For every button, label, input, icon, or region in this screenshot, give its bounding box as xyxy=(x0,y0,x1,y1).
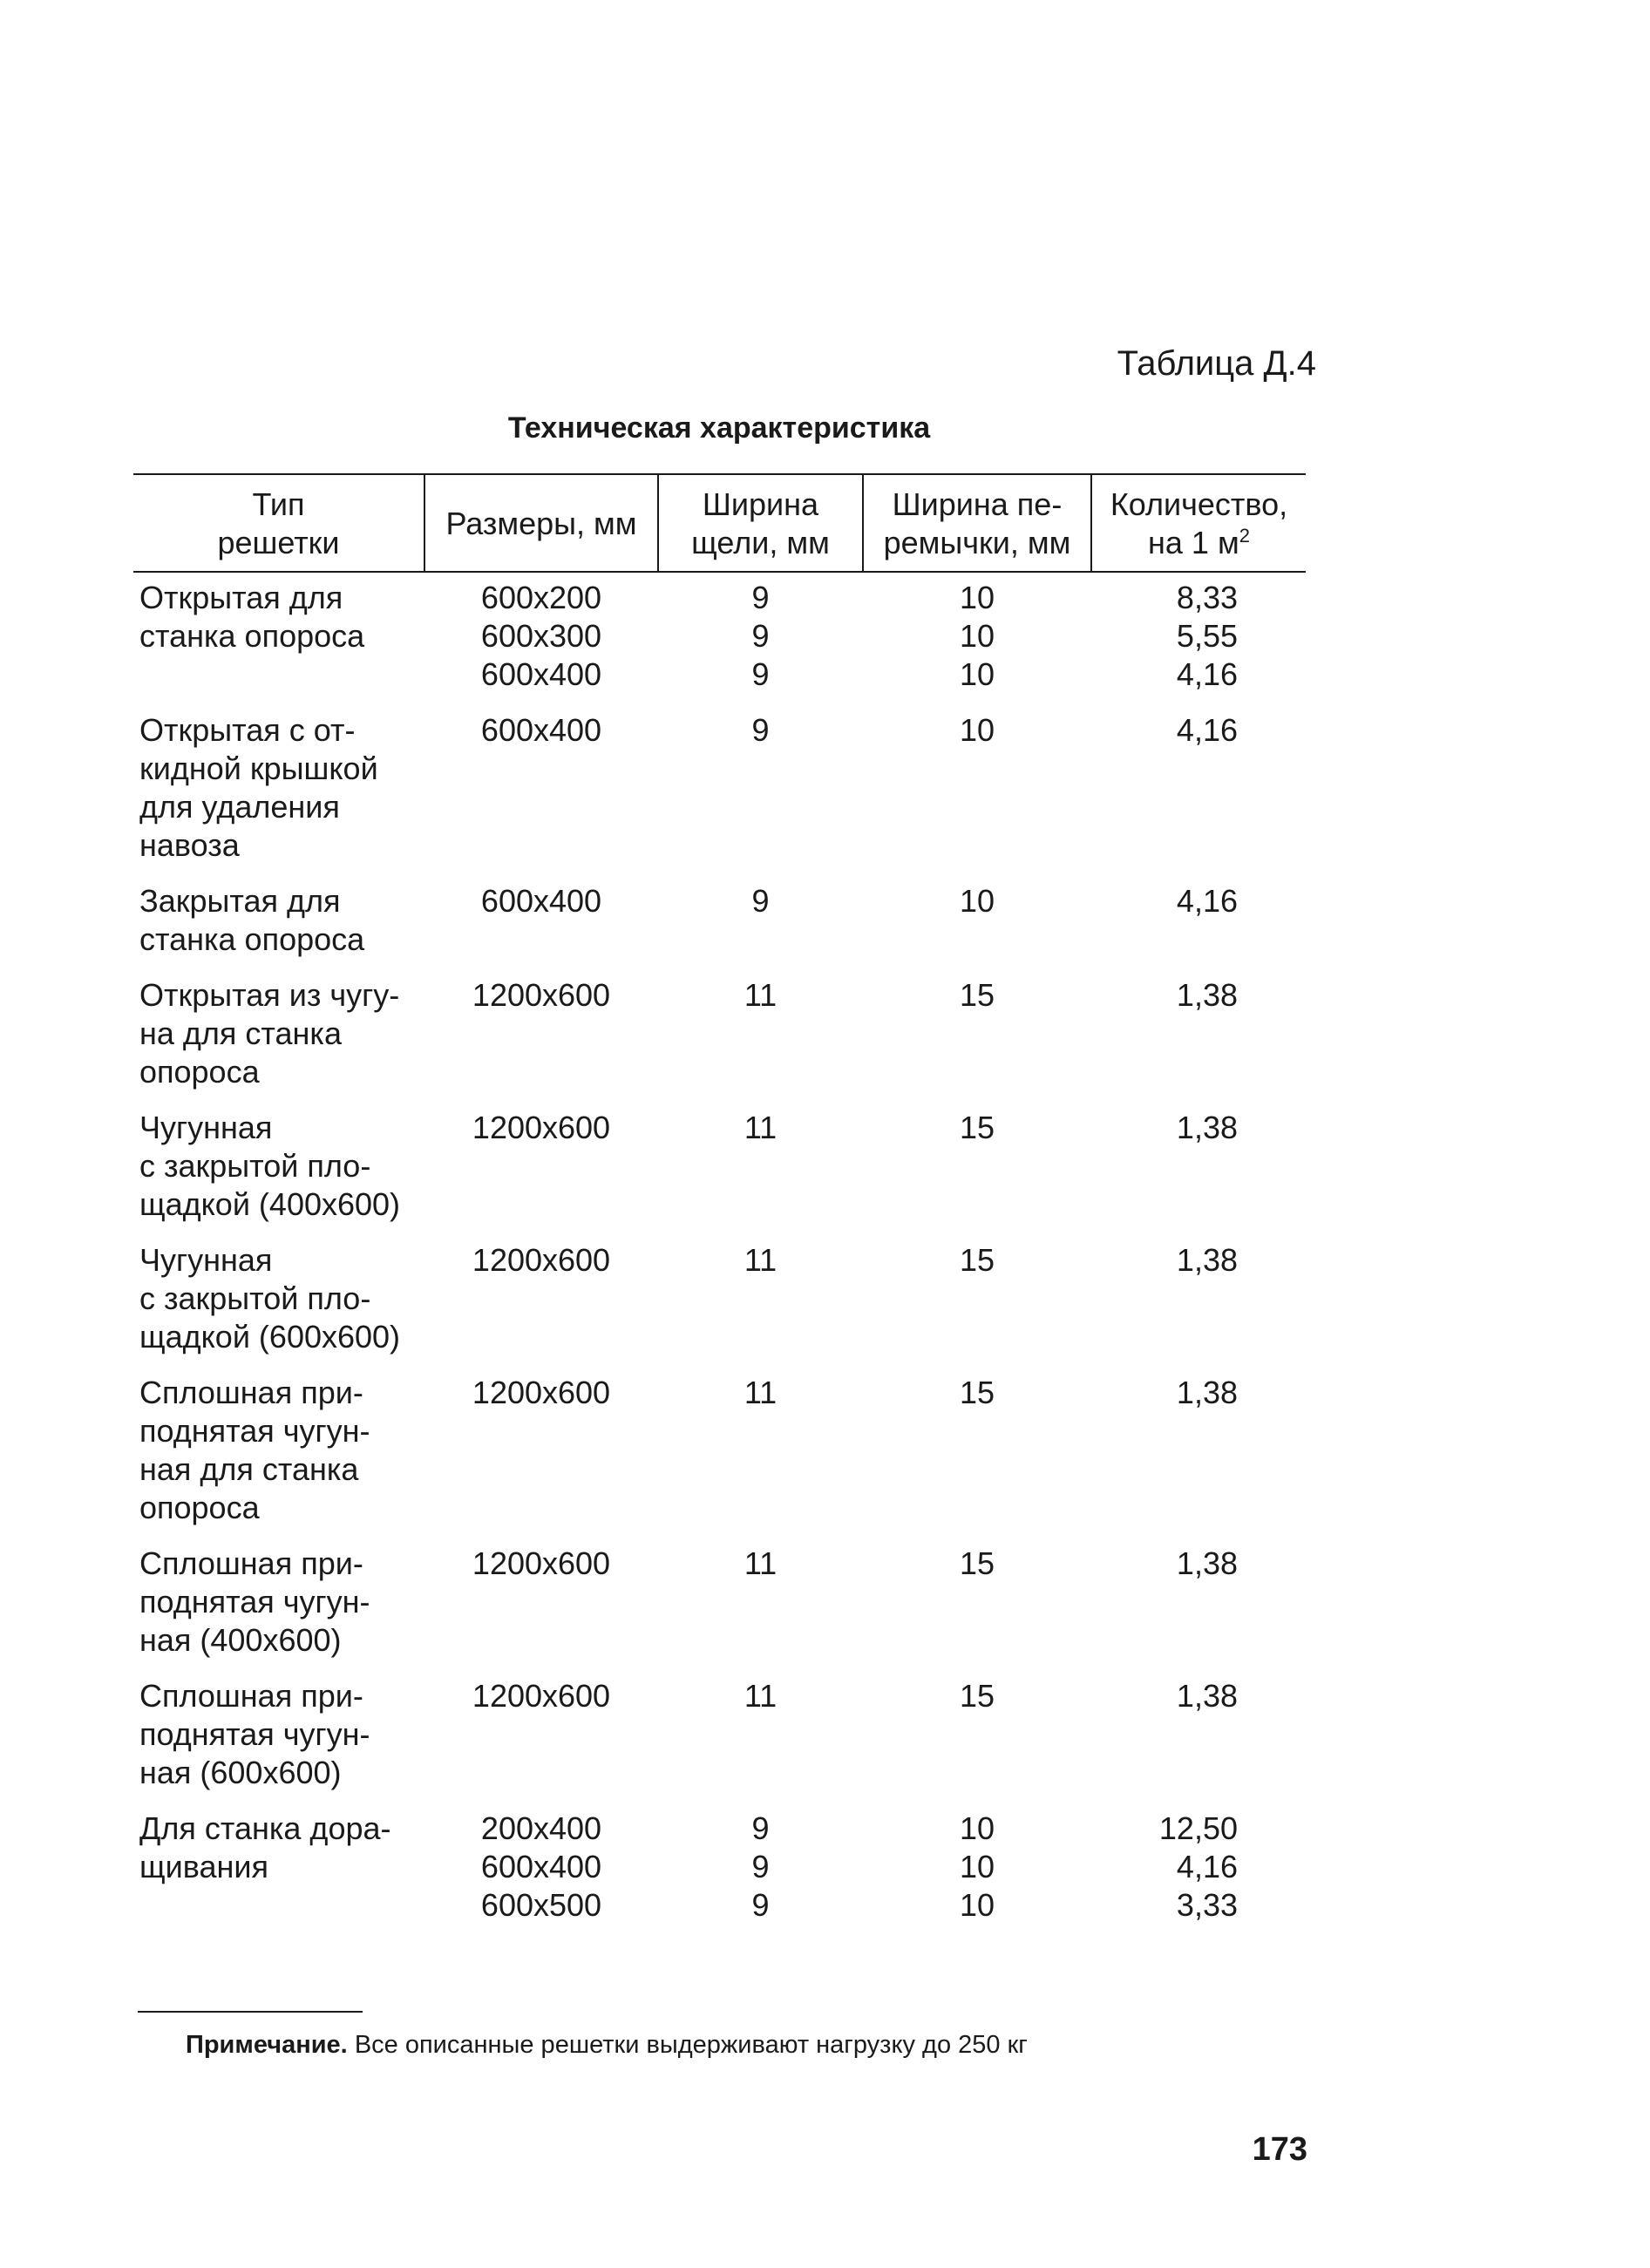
table-header-row xyxy=(133,474,1306,572)
table-row xyxy=(133,1241,1306,1374)
cell-size: 1200x600 xyxy=(472,1110,611,1145)
header-quantity-label: Количество, на 1 м xyxy=(1110,486,1288,560)
cell-bridge-width: 15 xyxy=(959,1545,995,1581)
table-row xyxy=(133,1374,1306,1545)
cell-type: Чугунная с закрытой пло- щадкой (400x600) xyxy=(139,1110,401,1222)
table-row xyxy=(133,1810,1306,1942)
table-body xyxy=(133,572,1306,1942)
table-label: Таблица Д.4 xyxy=(1117,344,1316,383)
cell-quantity: 1,38 xyxy=(1176,977,1238,1013)
page-number: 173 xyxy=(1252,2131,1307,2168)
table-row xyxy=(133,711,1306,882)
cell-bridge-width: 15 xyxy=(959,1678,995,1714)
table-row xyxy=(133,572,1306,711)
cell-size: 1200x600 xyxy=(472,1375,611,1410)
cell-quantity: 1,38 xyxy=(1176,1110,1238,1145)
cell-quantity: 8,33 5,55 4,16 xyxy=(1176,580,1238,692)
cell-bridge-width: 15 xyxy=(959,977,995,1013)
cell-slot-width: 9 9 9 xyxy=(751,580,770,692)
cell-slot-width: 9 xyxy=(751,883,770,919)
cell-bridge-width: 10 xyxy=(959,712,995,748)
cell-type: Чугунная с закрытой пло- щадкой (600x600) xyxy=(139,1242,401,1355)
cell-size: 600x200 600x300 600x400 xyxy=(480,580,602,692)
cell-size: 600x400 xyxy=(480,883,602,919)
header-quantity-superscript: 2 xyxy=(1239,525,1250,547)
table-row xyxy=(133,1545,1306,1677)
cell-slot-width: 11 xyxy=(744,1242,777,1278)
cell-type: Открытая для станка опороса xyxy=(139,580,365,654)
table-row xyxy=(133,882,1306,976)
cell-quantity: 4,16 xyxy=(1176,712,1238,748)
cell-size: 1200x600 xyxy=(472,1242,611,1278)
cell-type: Сплошная при- поднятая чугун- ная (400x600) xyxy=(139,1545,370,1658)
cell-bridge-width: 10 10 10 xyxy=(959,580,995,692)
cell-type: Открытая с от- кидной крышкой для удаления навоза xyxy=(139,712,378,863)
grating-specs-table xyxy=(133,473,1306,1942)
header-type: Тип решетки xyxy=(133,474,424,572)
cell-bridge-width: 10 10 10 xyxy=(959,1810,995,1923)
cell-quantity: 4,16 xyxy=(1176,883,1238,919)
cell-size: 1200x600 xyxy=(472,1678,611,1714)
cell-size: 600x400 xyxy=(480,712,602,748)
header-quantity xyxy=(1091,474,1306,572)
cell-slot-width: 9 9 9 xyxy=(751,1810,770,1923)
cell-size: 1200x600 xyxy=(472,977,611,1013)
cell-bridge-width: 15 xyxy=(959,1110,995,1145)
header-size: Размеры, мм xyxy=(424,474,658,572)
cell-slot-width: 9 xyxy=(751,712,770,748)
cell-quantity: 1,38 xyxy=(1176,1678,1238,1714)
cell-type: Сплошная при- поднятая чугун- ная (600x600) xyxy=(139,1678,370,1790)
cell-size: 200x400 600x400 600x500 xyxy=(480,1810,602,1923)
cell-slot-width: 11 xyxy=(744,1678,777,1714)
cell-quantity: 12,50 4,16 3,33 xyxy=(1158,1810,1238,1923)
header-slot-width: Ширина щели, мм xyxy=(658,474,863,572)
cell-quantity: 1,38 xyxy=(1176,1375,1238,1410)
cell-slot-width: 11 xyxy=(744,1110,777,1145)
table-caption: Техническая характеристика xyxy=(507,411,931,445)
cell-quantity: 1,38 xyxy=(1176,1242,1238,1278)
cell-slot-width: 11 xyxy=(744,1375,777,1410)
cell-bridge-width: 15 xyxy=(959,1242,995,1278)
cell-quantity: 1,38 xyxy=(1176,1545,1238,1581)
cell-bridge-width: 15 xyxy=(959,1375,995,1410)
table-row xyxy=(133,1109,1306,1241)
cell-slot-width: 11 xyxy=(744,1545,777,1581)
cell-type: Сплошная при- поднятая чугун- ная для станка опороса xyxy=(139,1375,370,1525)
cell-size: 1200x600 xyxy=(472,1545,611,1581)
cell-type: Открытая из чугу- на для станка опороса xyxy=(139,977,400,1090)
header-bridge-width: Ширина пе- ремычки, мм xyxy=(863,474,1091,572)
footnote-label: Примечание. xyxy=(186,2031,348,2059)
footnote xyxy=(186,2031,1028,2060)
footnote-text: Все описанные решетки выдерживают нагрузку до 250 кг xyxy=(354,2031,1028,2059)
cell-type: Закрытая для станка опороса xyxy=(139,883,365,957)
cell-type: Для станка дора- щивания xyxy=(139,1810,391,1884)
table-row xyxy=(133,976,1306,1109)
cell-bridge-width: 10 xyxy=(959,883,995,919)
footnote-divider xyxy=(138,2011,363,2013)
table-row xyxy=(133,1677,1306,1810)
cell-slot-width: 11 xyxy=(744,977,777,1013)
